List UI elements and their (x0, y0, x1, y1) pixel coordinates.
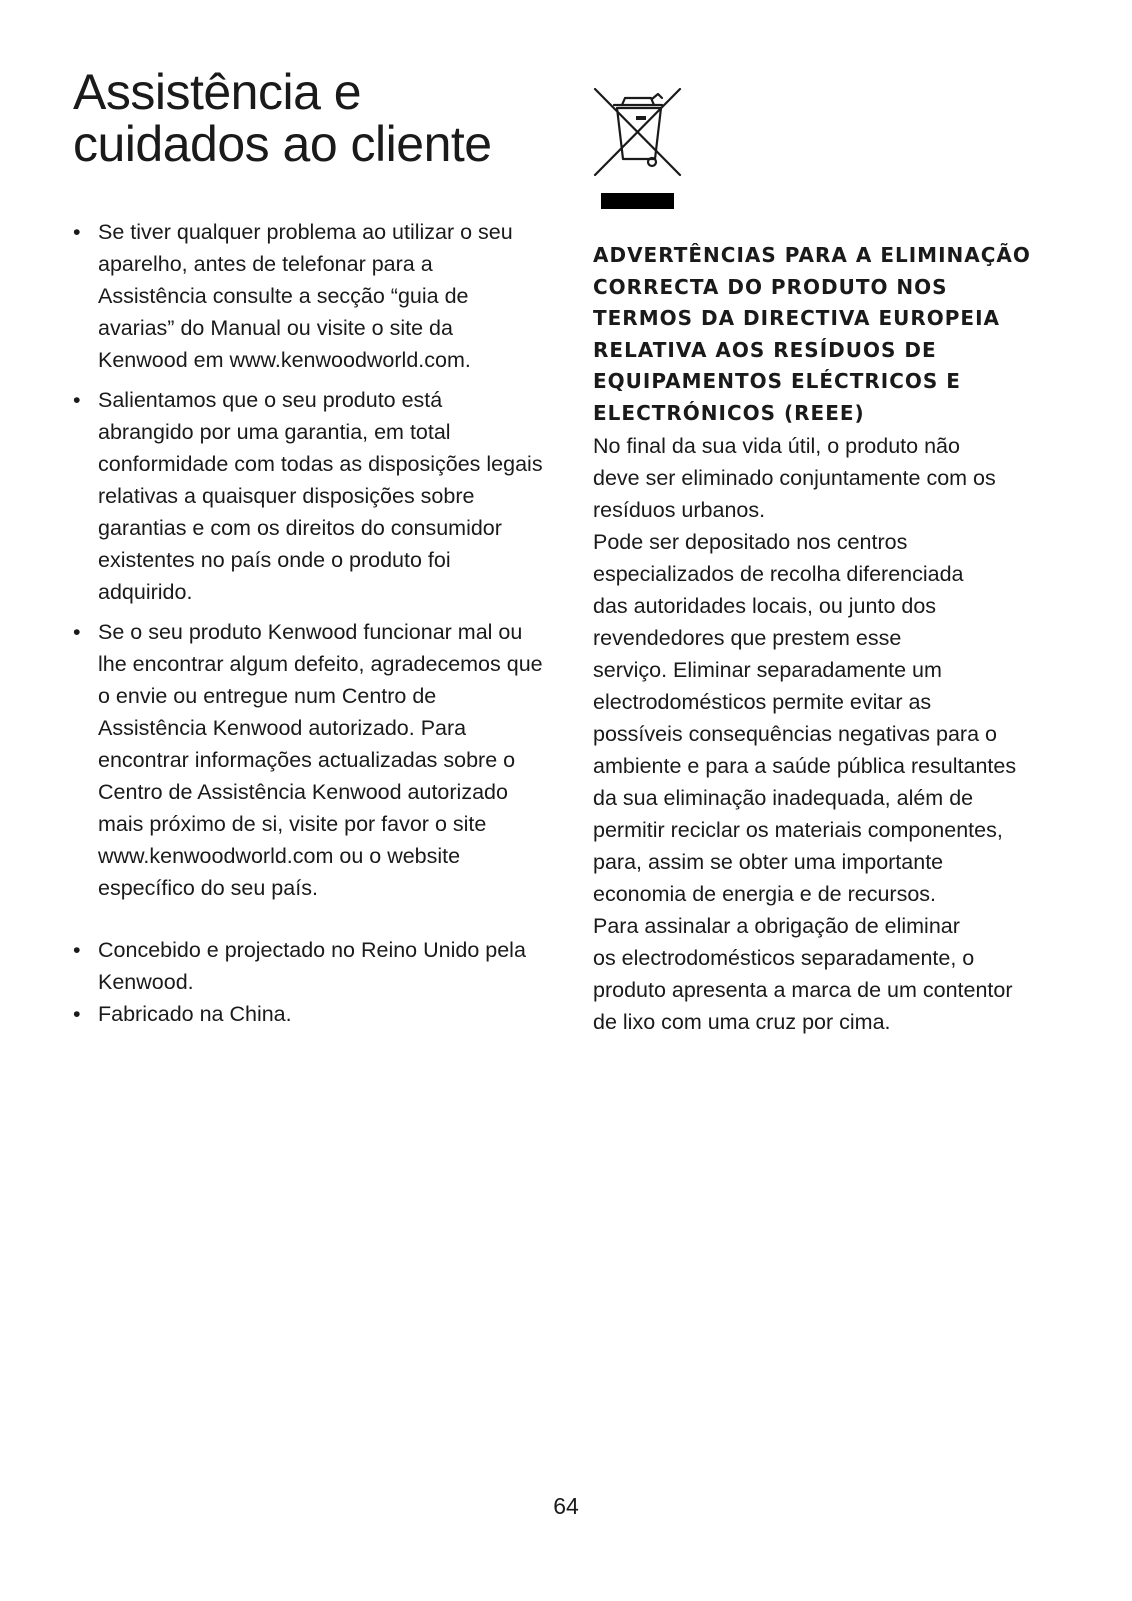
customer-care-list (73, 216, 543, 1030)
list-item-text: Concebido e projectado no Reino Unido pela Kenwood. (98, 938, 526, 994)
bullet-point: • (73, 388, 81, 412)
list-item-text: Fabricado na China. (98, 1002, 292, 1026)
weee-heading: ADVERTÊNCIAS PARA A ELIMINAÇÃO CORRECTA DO PRODUTO NOS TERMOS DA DIRECTIVA EUROPEIA RELATIVA AOS RESÍDUOS DE EQUIPAMENTOS ELÉCTRICOS E ELECTRÓNICOS (REEE) (593, 243, 1031, 425)
bullet-point: • (73, 938, 81, 962)
bullet-point: • (73, 220, 81, 244)
list-item (73, 998, 543, 1030)
bullet-point: • (73, 620, 81, 644)
list-item-text: Salientamos que o seu produto está abrangido por uma garantia, em total conformidade com todas as disposições legais relativas a quaisquer disposições sobre garantias e com os direitos do consumidor existentes no país onde o produto foi adquirido. (98, 388, 543, 604)
list-item (73, 216, 543, 376)
crossed-out-wheelie-bin-icon (592, 86, 686, 216)
list-item (73, 384, 543, 608)
page-title: Assistência e cuidados ao cliente (73, 64, 492, 172)
weee-section (593, 240, 1053, 1038)
list-item (73, 616, 543, 904)
list-item-text: Se o seu produto Kenwood funcionar mal ou lhe encontrar algum defeito, agradecemos que o envie ou entregue num Centro de Assistência Kenwood autorizado. Para encontrar informações actualizadas sobre o Centro de Assistência Kenwood autorizado mais próximo de si, visite por favor o site www.kenwoodworld.com ou o website específico do seu país. (98, 620, 543, 900)
page-number: 64 (553, 1493, 579, 1519)
weee-paragraph: Para assinalar a obrigação de eliminar os electrodomésticos separadamente, o produto apresenta a marca de um contentor de lixo com uma cruz por cima. (593, 913, 1013, 1034)
bullet-point: • (73, 1002, 81, 1026)
weee-paragraph: Pode ser depositado nos centros especializados de recolha diferenciada das autoridades locais, ou junto dos revendedores que prestem esse serviço. Eliminar separadamente um electrodomésticos permite evitar as possíveis consequências negativas para o ambiente e para a saúde pública resultantes da sua eliminação inadequada, além de permitir reciclar os materiais componentes, para, assim se obter uma importante economia de energia e de recursos. (593, 529, 1017, 906)
list-item (73, 934, 543, 998)
weee-paragraph: No final da sua vida útil, o produto não deve ser eliminado conjuntamente com os resíduos urbanos. (593, 433, 996, 522)
list-item-text: Se tiver qualquer problema ao utilizar o seu aparelho, antes de telefonar para a Assistência consulte a secção “guia de avarias” do Manual ou visite o site da Kenwood em www.kenwoodworld.com. (98, 220, 513, 372)
